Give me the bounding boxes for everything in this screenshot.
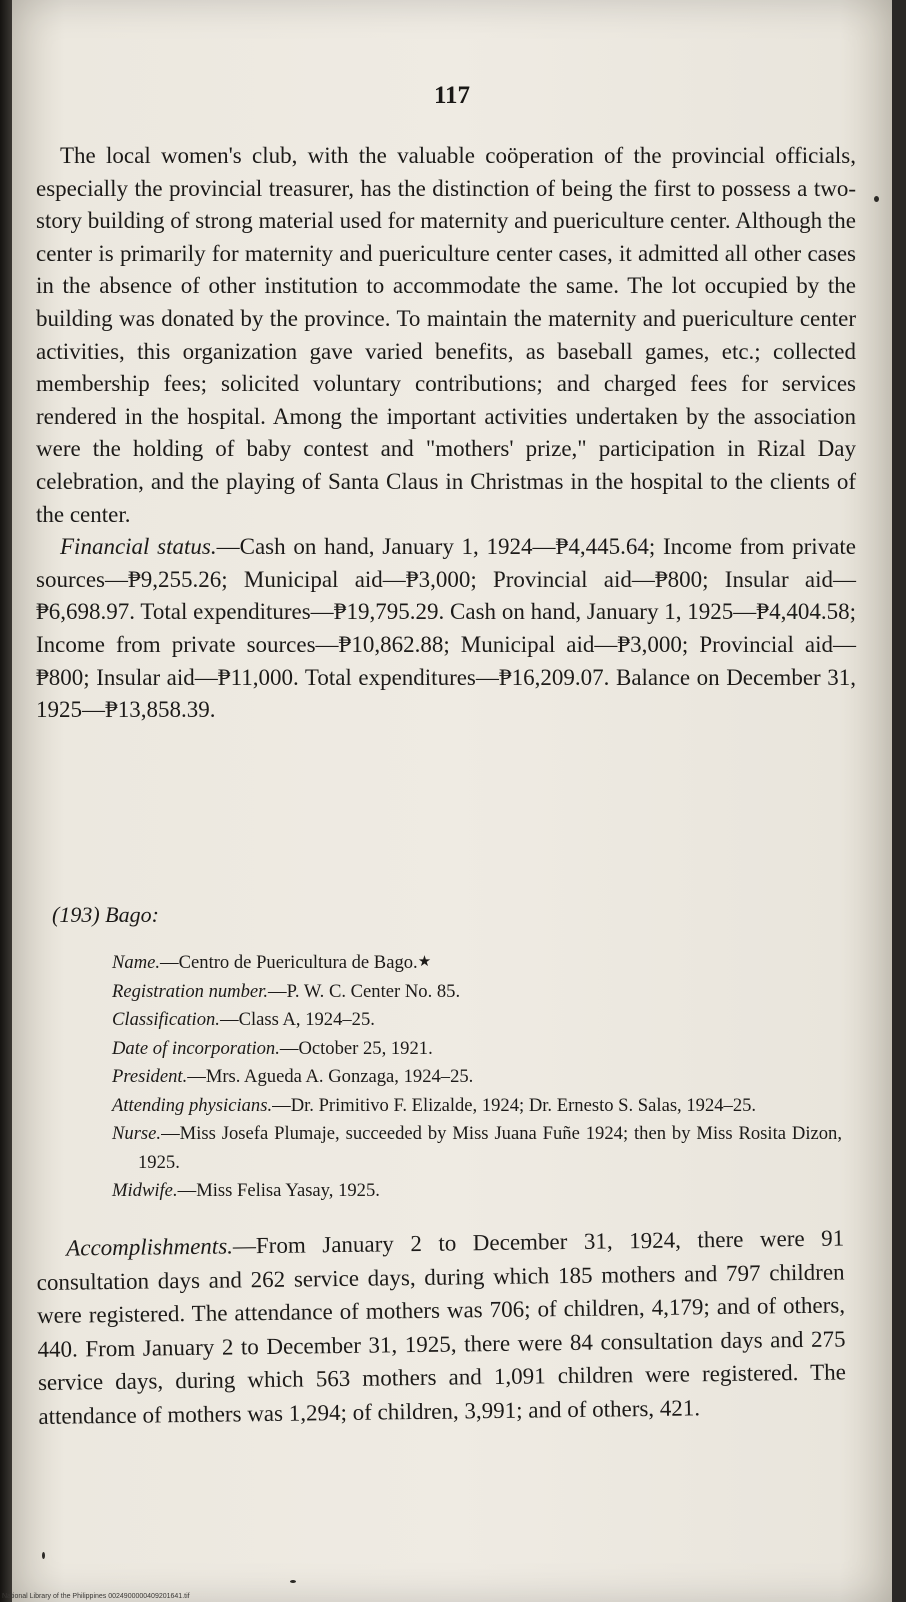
detail-registration: Registration number.—P. W. C. Center No. 85. <box>112 980 461 1002</box>
financial-status-text: —Cash on hand, January 1, 1924—₱4,445.64; Income from private sources—₱9,255.26; Municipal aid—₱3,000; Provincial aid—₱800; Insular aid—₱6,698.97. Total expenditures—₱19,795.29. Cash on hand, January 1, 1925—₱4,404.58; Income from private sources—₱10,862.88; Municipal aid—₱3,000; Provincial aid—₱800; Insular aid—₱11,000. Total expenditures—₱16,209.07. Balance on December 31, 1925—₱13,858.39. <box>36 534 856 723</box>
financial-status-paragraph <box>36 531 856 727</box>
paper-speck <box>874 196 879 202</box>
detail-president: President.—Mrs. Agueda A. Gonzaga, 1924–25. <box>112 1066 474 1087</box>
financial-status-label: Financial status. <box>60 534 217 560</box>
section-number: (193) <box>52 902 100 927</box>
paper-speck <box>290 1580 296 1583</box>
section-name: Bago: <box>105 902 159 927</box>
detail-classification: Classification.—Class A, 1924–25. <box>112 1009 375 1030</box>
accomplishments-label: Accomplishments. <box>66 1233 234 1261</box>
star-mark: ★ <box>417 954 432 970</box>
center-details <box>112 948 842 1206</box>
page-number: 117 <box>433 82 471 109</box>
paper-speck <box>42 1552 45 1559</box>
section-heading <box>52 902 159 928</box>
accomplishments-text: —From January 2 to December 31, 1924, there were 91 consultation days and 262 service days, during which 185 mothers and 797 children were registered. The attendance of mothers was 706; of children, 4,179; and of others, 440. From January 2 to December 31, 1925, there were 84 consultation days and 275 service days, during which 563 mothers and 1,091 children were registered. The attendance of mothers was 1,294; of children, 3,991; and of others, 421. <box>36 1225 847 1429</box>
detail-name: Name.—Centro de Puericultura de Bago.★ <box>112 952 432 973</box>
body-text <box>36 140 856 727</box>
accomplishments-paragraph <box>36 1221 847 1433</box>
document-page <box>12 0 892 1602</box>
detail-midwife: Midwife.—Miss Felisa Yasay, 1925. <box>112 1180 380 1201</box>
accomplishments-section <box>36 1221 847 1433</box>
scan-credit: National Library of the Philippines 0024900000409201641.tif <box>2 1593 190 1600</box>
detail-nurse: Nurse.—Miss Josefa Plumaje, succeeded by Miss Juana Fuñe 1924; then by Miss Rosita Dizon, 1925. <box>112 1123 842 1173</box>
intro-paragraph: The local women's club, with the valuable coöperation of the provincial officials, especially the provincial treasurer, has the distinction of being the first to possess a two-story building of strong material used for maternity and puericulture center. Although the center is primarily for maternity and puericulture center cases, it admitted all other cases in the absence of other institution to accommodate the same. The lot occupied by the building was donated by the province. To maintain the maternity and puericulture center activities, this organization gave varied benefits, as baseball games, etc.; collected membership fees; solicited voluntary contributions; and charged fees for services rendered in the hospital. Among the important activities undertaken by the association were the holding of baby contest and "mothers' prize," participation in Rizal Day celebration, and the playing of Santa Claus in Christmas in the hospital to the clients of the center. <box>36 143 856 527</box>
detail-incorporation: Date of incorporation.—October 25, 1921. <box>112 1037 433 1059</box>
detail-physicians: Attending physicians.—Dr. Primitivo F. Elizalde, 1924; Dr. Ernesto S. Salas, 1924–25. <box>112 1094 757 1116</box>
book-binding-edge <box>0 0 12 1602</box>
